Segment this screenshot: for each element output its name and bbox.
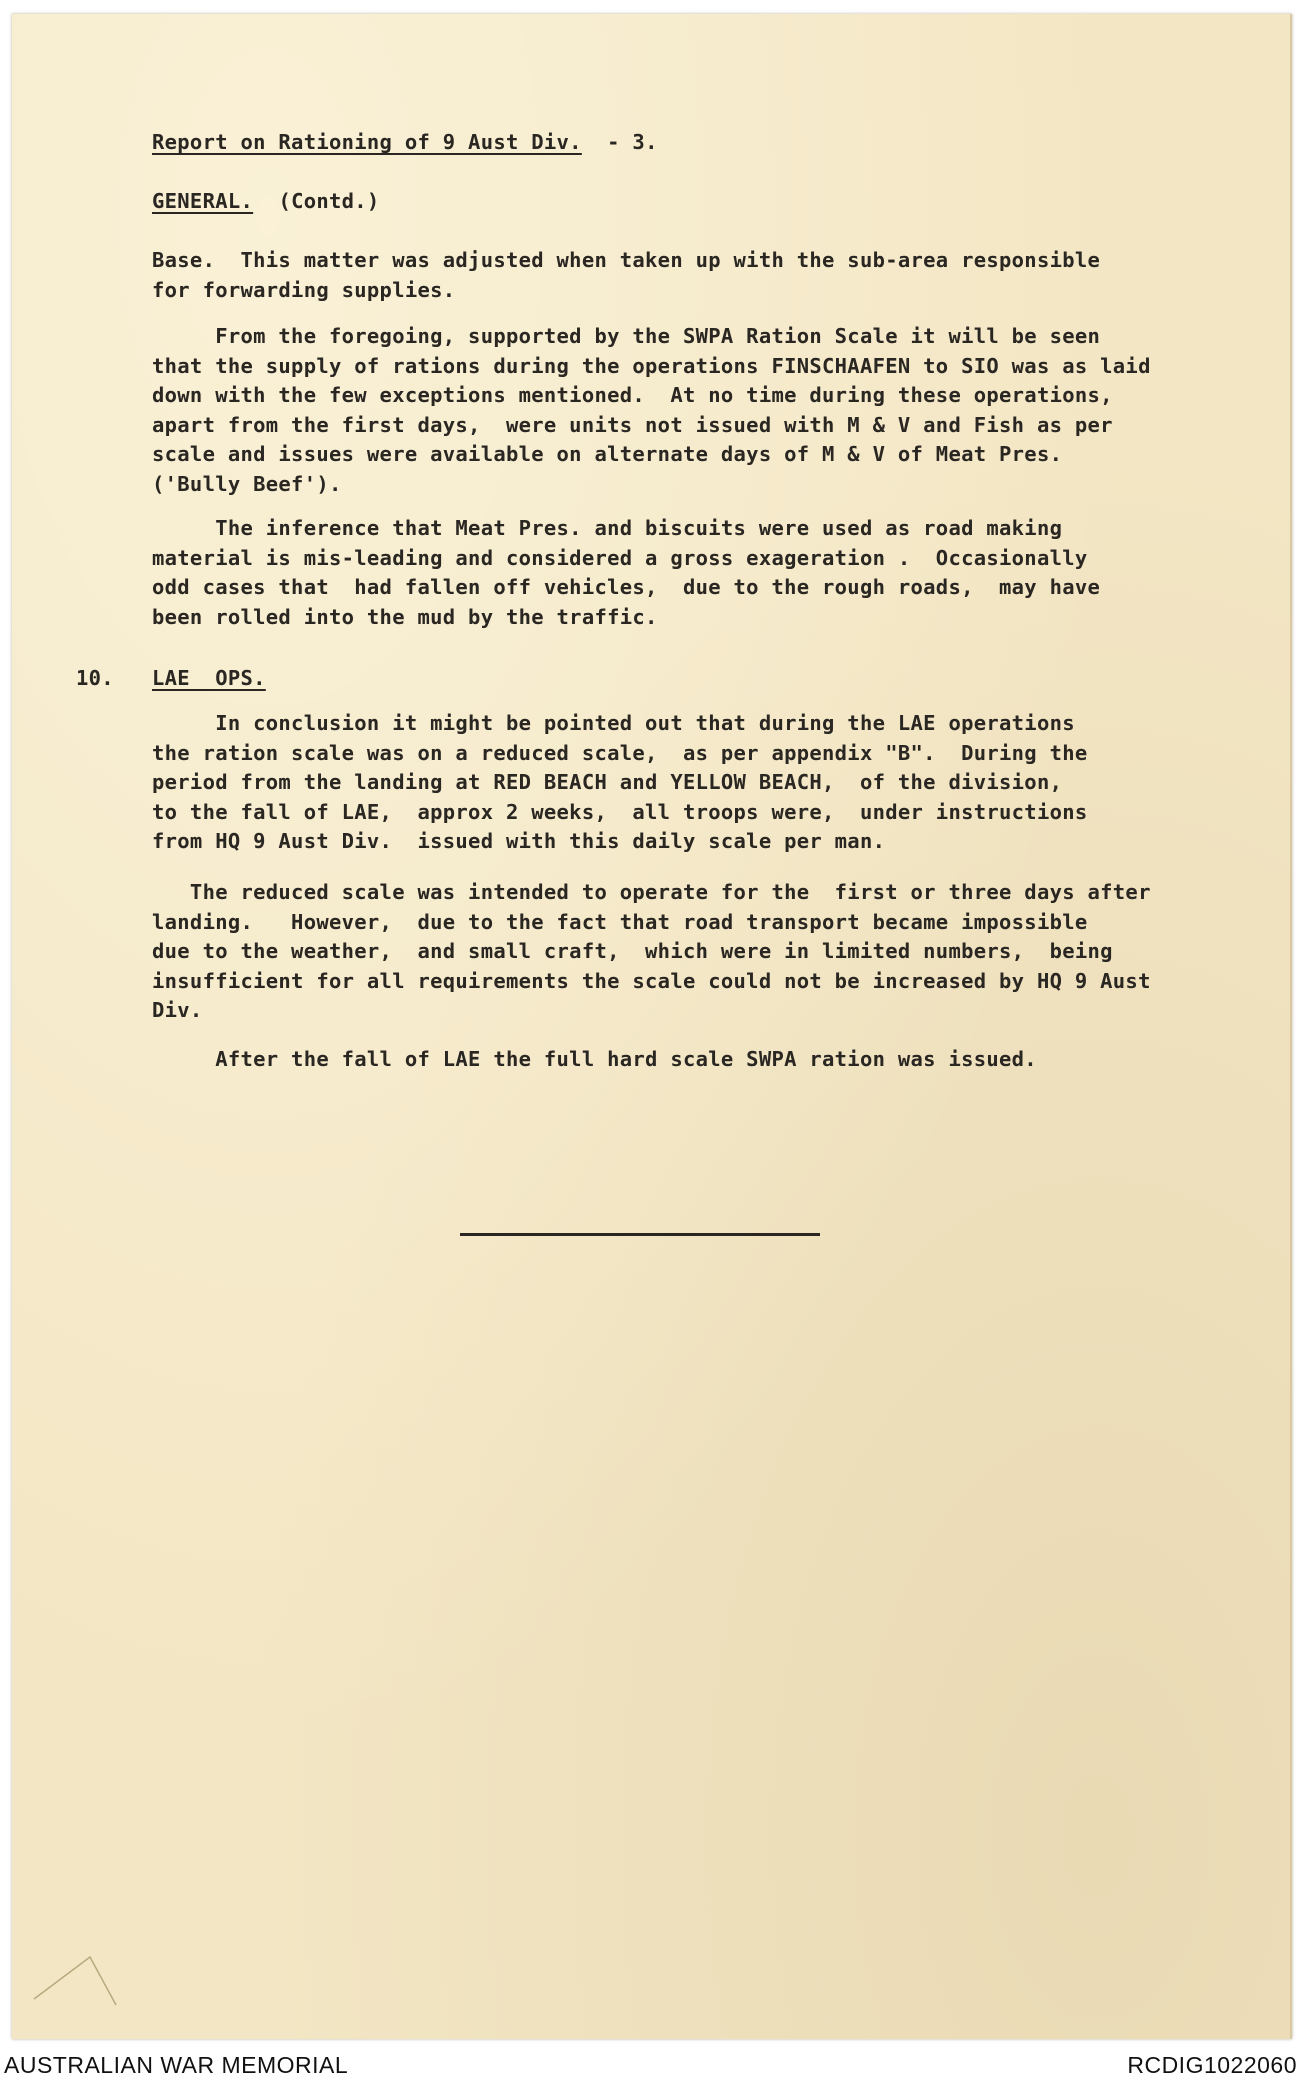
lae-paragraph-2	[152, 878, 1151, 1026]
text-line: been rolled into the mud by the traffic.	[152, 604, 658, 629]
text-line: to the fall of LAE, approx 2 weeks, all troops were, under instructions	[152, 799, 1088, 824]
text-line: from HQ 9 Aust Div. issued with this daily scale per man.	[152, 829, 886, 853]
archive-footer	[0, 2046, 1303, 2082]
text-line: Base. This matter was adjusted when taken up with the sub-area responsible	[152, 248, 1101, 272]
lae-paragraph-1	[152, 709, 1088, 857]
text-line: ('Bully Beef').	[152, 471, 342, 496]
title-spacer	[582, 130, 607, 154]
footer-record-id: RCDIG1022060	[1127, 2052, 1297, 2078]
heading-spacer	[253, 189, 278, 213]
text-line: for forwarding supplies.	[152, 277, 456, 302]
section-10-heading-line	[152, 664, 266, 694]
text-line: due to the weather, and small craft, which were in limited numbers, being	[152, 939, 1113, 963]
text-line: From the foregoing, supported by the SWPA Ration Scale it will be seen	[152, 324, 1101, 348]
general-paragraph-1	[152, 246, 1100, 305]
general-heading: GENERAL.	[152, 189, 254, 213]
text-line: The inference that Meat Pres. and biscuits were used as road making	[152, 516, 1063, 540]
general-heading-contd: (Contd.)	[278, 189, 380, 213]
general-paragraph-2	[152, 322, 1151, 499]
general-paragraph-3	[152, 514, 1100, 632]
text-line: material is mis-leading and considered a gross exageration . Occasionally	[152, 545, 1088, 570]
text-line: In conclusion it might be pointed out that during the LAE operations	[152, 711, 1075, 735]
text-line: landing. However, due to the fact that road transport became impossible	[152, 909, 1088, 934]
text-line: After the fall of LAE the full hard scale SWPA ration was issued.	[152, 1047, 1037, 1071]
text-line: scale and issues were available on alternate days of M & V of Meat Pres.	[152, 442, 1063, 466]
text-line: down with the few exceptions mentioned. At no time during these operations,	[152, 383, 1113, 407]
text-line: apart from the first days, were units not issued with M & V and Fish as per	[152, 412, 1113, 437]
text-line: Div.	[152, 998, 203, 1022]
report-title-line	[152, 128, 658, 158]
text-line: period from the landing at RED BEACH and YELLOW BEACH, of the division,	[152, 770, 1063, 794]
closing-rule	[460, 1233, 820, 1236]
text-line: the ration scale was on a reduced scale, as per appendix "B". During the	[152, 740, 1088, 765]
general-heading-line	[152, 187, 380, 217]
text-line: odd cases that had fallen off vehicles, due to the rough roads, may have	[152, 575, 1101, 599]
corner-fold-mark	[30, 1949, 120, 2009]
page-marker: - 3.	[607, 130, 658, 154]
section-10-number: 10.	[76, 666, 114, 690]
text-line: insufficient for all requirements the scale could not be increased by HQ 9 Aust	[152, 968, 1151, 993]
report-title: Report on Rationing of 9 Aust Div.	[152, 130, 582, 154]
text-line: that the supply of rations during the operations FINSCHAAFEN to SIO was as laid	[152, 353, 1151, 378]
section-10-heading: LAE OPS.	[152, 666, 266, 690]
document-page	[12, 14, 1292, 2039]
text-line: The reduced scale was intended to operate for the first or three days after	[152, 880, 1151, 904]
lae-paragraph-3	[152, 1045, 1037, 1075]
footer-institution: AUSTRALIAN WAR MEMORIAL	[4, 2052, 349, 2078]
